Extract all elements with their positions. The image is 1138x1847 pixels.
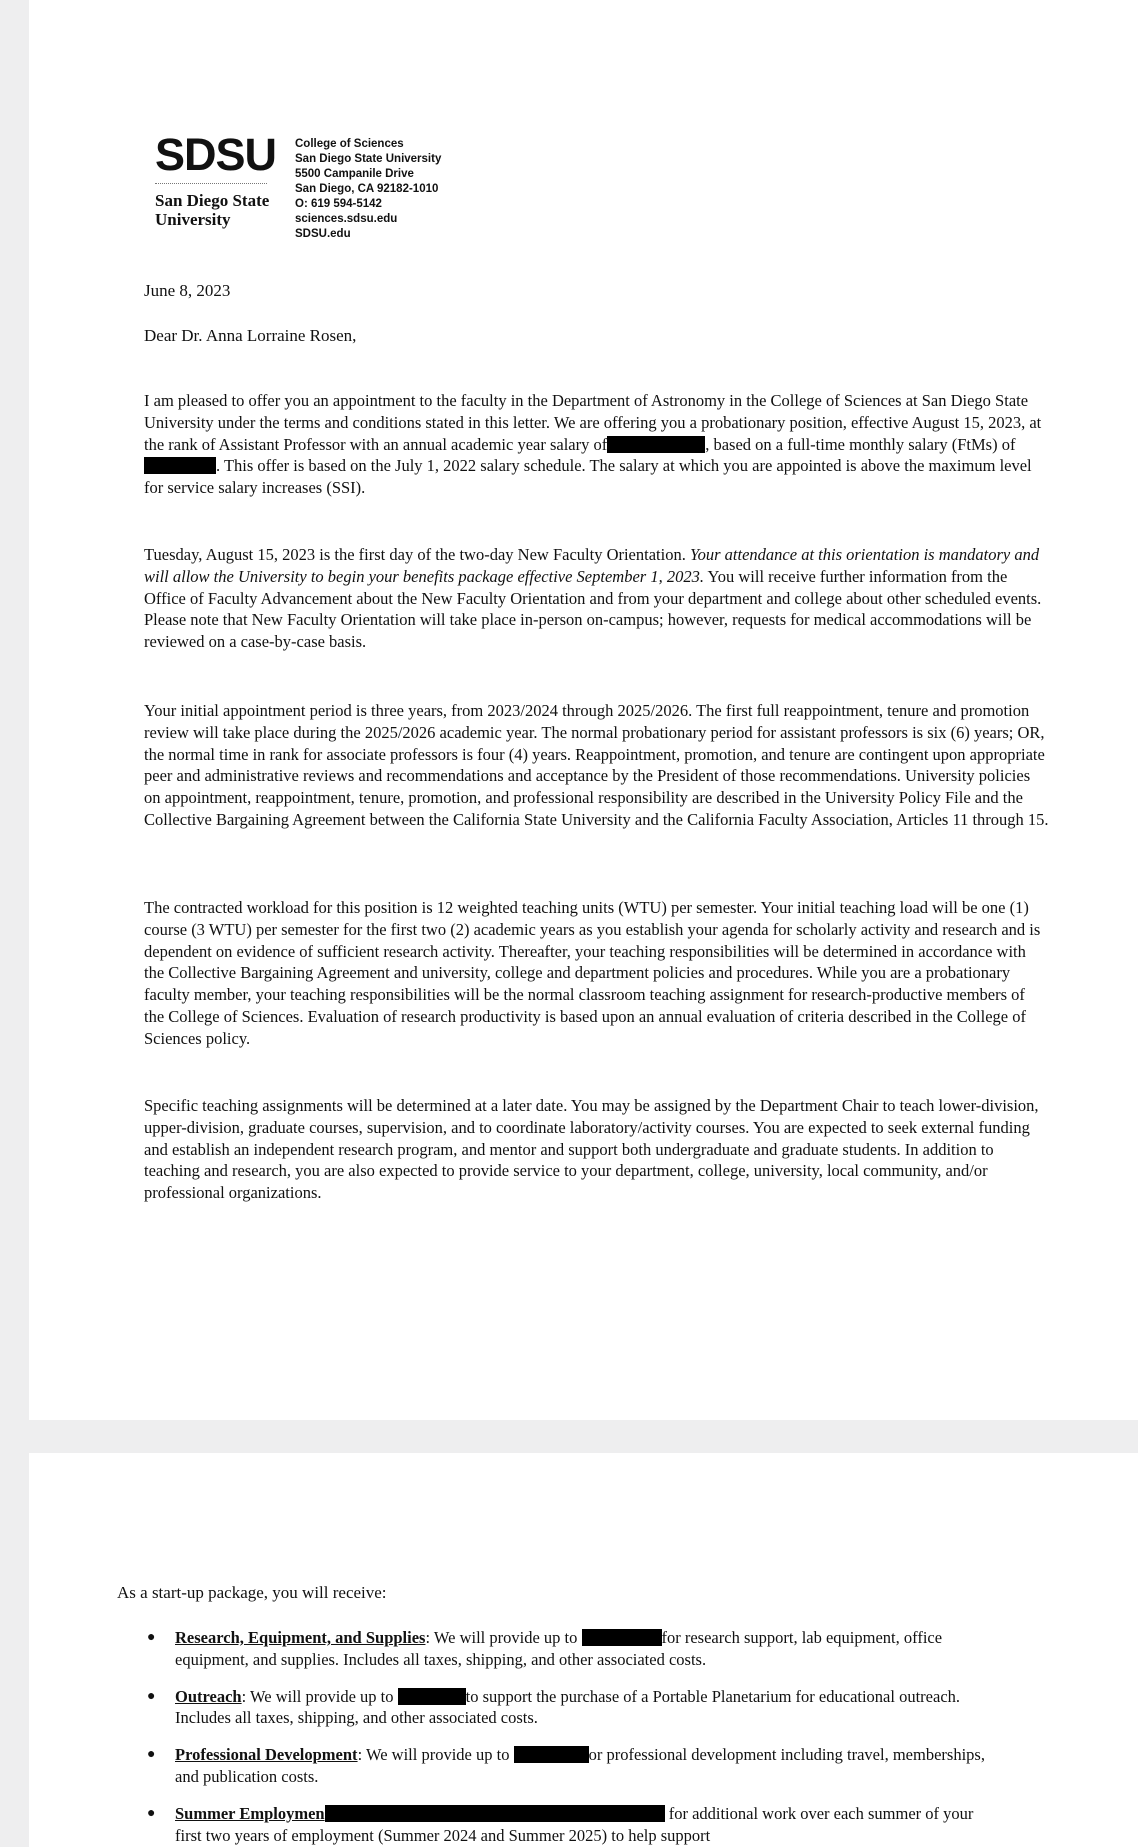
- address-line: College of Sciences: [295, 138, 404, 150]
- letterhead-address: [295, 137, 441, 242]
- item-term: Professional Development: [175, 1745, 358, 1765]
- redacted-monthly-salary: [144, 457, 216, 474]
- startup-list: [147, 1627, 997, 1847]
- logo-name-line-2: University: [155, 210, 231, 229]
- item-text: or professional development including travel, memberships, and publication costs.: [175, 1745, 985, 1786]
- paragraph-workload: [144, 897, 1049, 1050]
- address-line: 5500 Campanile Drive: [295, 168, 414, 180]
- redacted-amount: [514, 1746, 589, 1763]
- bullet-icon: ●: [147, 1688, 156, 1704]
- list-item: [147, 1744, 997, 1788]
- redacted-amount: [582, 1629, 662, 1646]
- startup-intro: As a start-up package, you will receive:: [117, 1583, 387, 1602]
- paragraph-emphasis: Your attendance at this orientation is mandatory and will allow the University to begin your benefits package effective September 1, 2023.: [144, 545, 1040, 586]
- paragraph-text: . This offer is based on the July 1, 2022 salary schedule. The salary at which you are appointed is above the maximum level for service salary increases (SSI).: [144, 456, 1032, 498]
- logo-university-name: [155, 191, 305, 229]
- bullet-icon: ●: [147, 1805, 156, 1821]
- logo-name-line-1: San Diego State: [155, 191, 270, 210]
- paragraph-text: Tuesday, August 15, 2023 is the first day of the two-day New Faculty Orientation.: [144, 545, 690, 564]
- item-text: : We will provide up to: [425, 1628, 582, 1647]
- list-item: [147, 1686, 997, 1730]
- address-line: San Diego, CA 92182-1010: [295, 183, 439, 195]
- item-term: Summer Employmen: [175, 1803, 325, 1823]
- paragraph-offer: [144, 390, 1049, 499]
- redacted-amount: [325, 1805, 665, 1822]
- paragraph-text: You will receive further information from the Office of Faculty Advancement about the New Faculty Orientation and from your department and college about other scheduled events. Please note that New Faculty Orientation will take place in-person on-campus; however, requests for medical accommodations will be reviewed on a case-by-case basis.: [144, 566, 1042, 652]
- paragraph-text: The contracted workload for this position is 12 weighted teaching units (WTU) per semester. Your initial teaching load will be one (1) course (3 WTU) per semester for the first two (2) academic years as you establish your agenda for scholarly activity and research and is dependent on evidence of sufficient research activity. Thereafter, your teaching responsibilities will be determined in accordance with the Collective Bargaining Agreement and university, college and department policies and procedures. While you are a probationary faculty member, your teaching responsibilities will be the normal classroom teaching assignment for research-productive members of the College of Sciences. Evaluation of research productivity is based upon an annual evaluation of criteria described in the College of Sciences policy.: [144, 898, 1041, 1048]
- redacted-salary: [607, 436, 705, 453]
- logo-wordmark: SDSU: [155, 129, 277, 180]
- list-item: [147, 1803, 997, 1847]
- paragraph-teaching-assignments: [144, 1095, 1049, 1204]
- item-term: Outreach: [175, 1686, 242, 1706]
- letter-date: June 8, 2023: [144, 281, 231, 300]
- address-line: SDSU.edu: [295, 228, 351, 240]
- logo-divider: [155, 183, 267, 184]
- bullet-icon: ●: [147, 1747, 156, 1763]
- paragraph-text: , based on a full-time monthly salary (FtMs) of: [705, 434, 1016, 454]
- paragraph-text: Your initial appointment period is three years, from 2023/2024 through 2025/2026. The first full reappointment, tenure and promotion review will take place during the 2025/2026 academic year. The normal probationary period for assistant professors is six (6) years; OR, the normal time in rank for associate professors is four (4) years. Reappointment, promotion, and tenure are contingent upon appropriate peer and administrative reviews and recommendations and acceptance by the President of those recommendations. University policies on appointment, reappointment, tenure, promotion, and professional responsibility are described in the University Policy File and the Collective Bargaining Agreement between the California State University and the California Faculty Association, Articles 11 through 15.: [144, 701, 1049, 829]
- sdsu-logo: [155, 129, 305, 229]
- paragraph-appointment-period: [144, 700, 1049, 831]
- item-text: to support the purchase of a Portable Planetarium for educational outreach. Includes all taxes, shipping, and other associated costs.: [175, 1686, 961, 1728]
- bullet-icon: ●: [147, 1630, 156, 1645]
- address-line: O: 619 594-5142: [295, 198, 382, 210]
- letter-page-1: [29, 0, 1138, 1420]
- paragraph-text: Specific teaching assignments will be determined at a later date. You may be assigned by the Department Chair to teach lower-division, upper-division, graduate courses, supervision, and to coordinate laboratory/activity courses. You are expected to seek external funding and establish an independent research program, and mentor and support both undergraduate and graduate students. In addition to teaching and research, you are also expected to provide service to your department, college, university, local community, and/or professional organizations.: [144, 1096, 1039, 1203]
- list-item: [147, 1627, 997, 1671]
- paragraph-orientation: [144, 544, 1049, 653]
- item-text: : We will provide up to: [357, 1745, 514, 1765]
- item-text: for additional work over each summer of your first two years of employment (Summer 2024 and Summer 2025) to help support: [175, 1803, 974, 1845]
- item-text: for research support, lab equipment, office equipment, and supplies. Includes all taxes, shipping, and other associated costs.: [175, 1628, 943, 1669]
- item-term: Research, Equipment, and Supplies: [175, 1628, 426, 1647]
- salutation: Dear Dr. Anna Lorraine Rosen,: [144, 326, 357, 345]
- item-text: : We will provide up to: [241, 1686, 398, 1706]
- paragraph-text: I am pleased to offer you an appointment to the faculty in the Department of Astronomy in the College of Sciences at San Diego State University under the terms and conditions stated in this letter. We are offering you a probationary position, effective August 15, 2023, at the rank of Assistant Professor with an annual academic year salary of: [144, 391, 1042, 454]
- address-line: San Diego State University: [295, 153, 442, 165]
- address-line: sciences.sdsu.edu: [295, 213, 398, 225]
- redacted-amount: [398, 1688, 466, 1705]
